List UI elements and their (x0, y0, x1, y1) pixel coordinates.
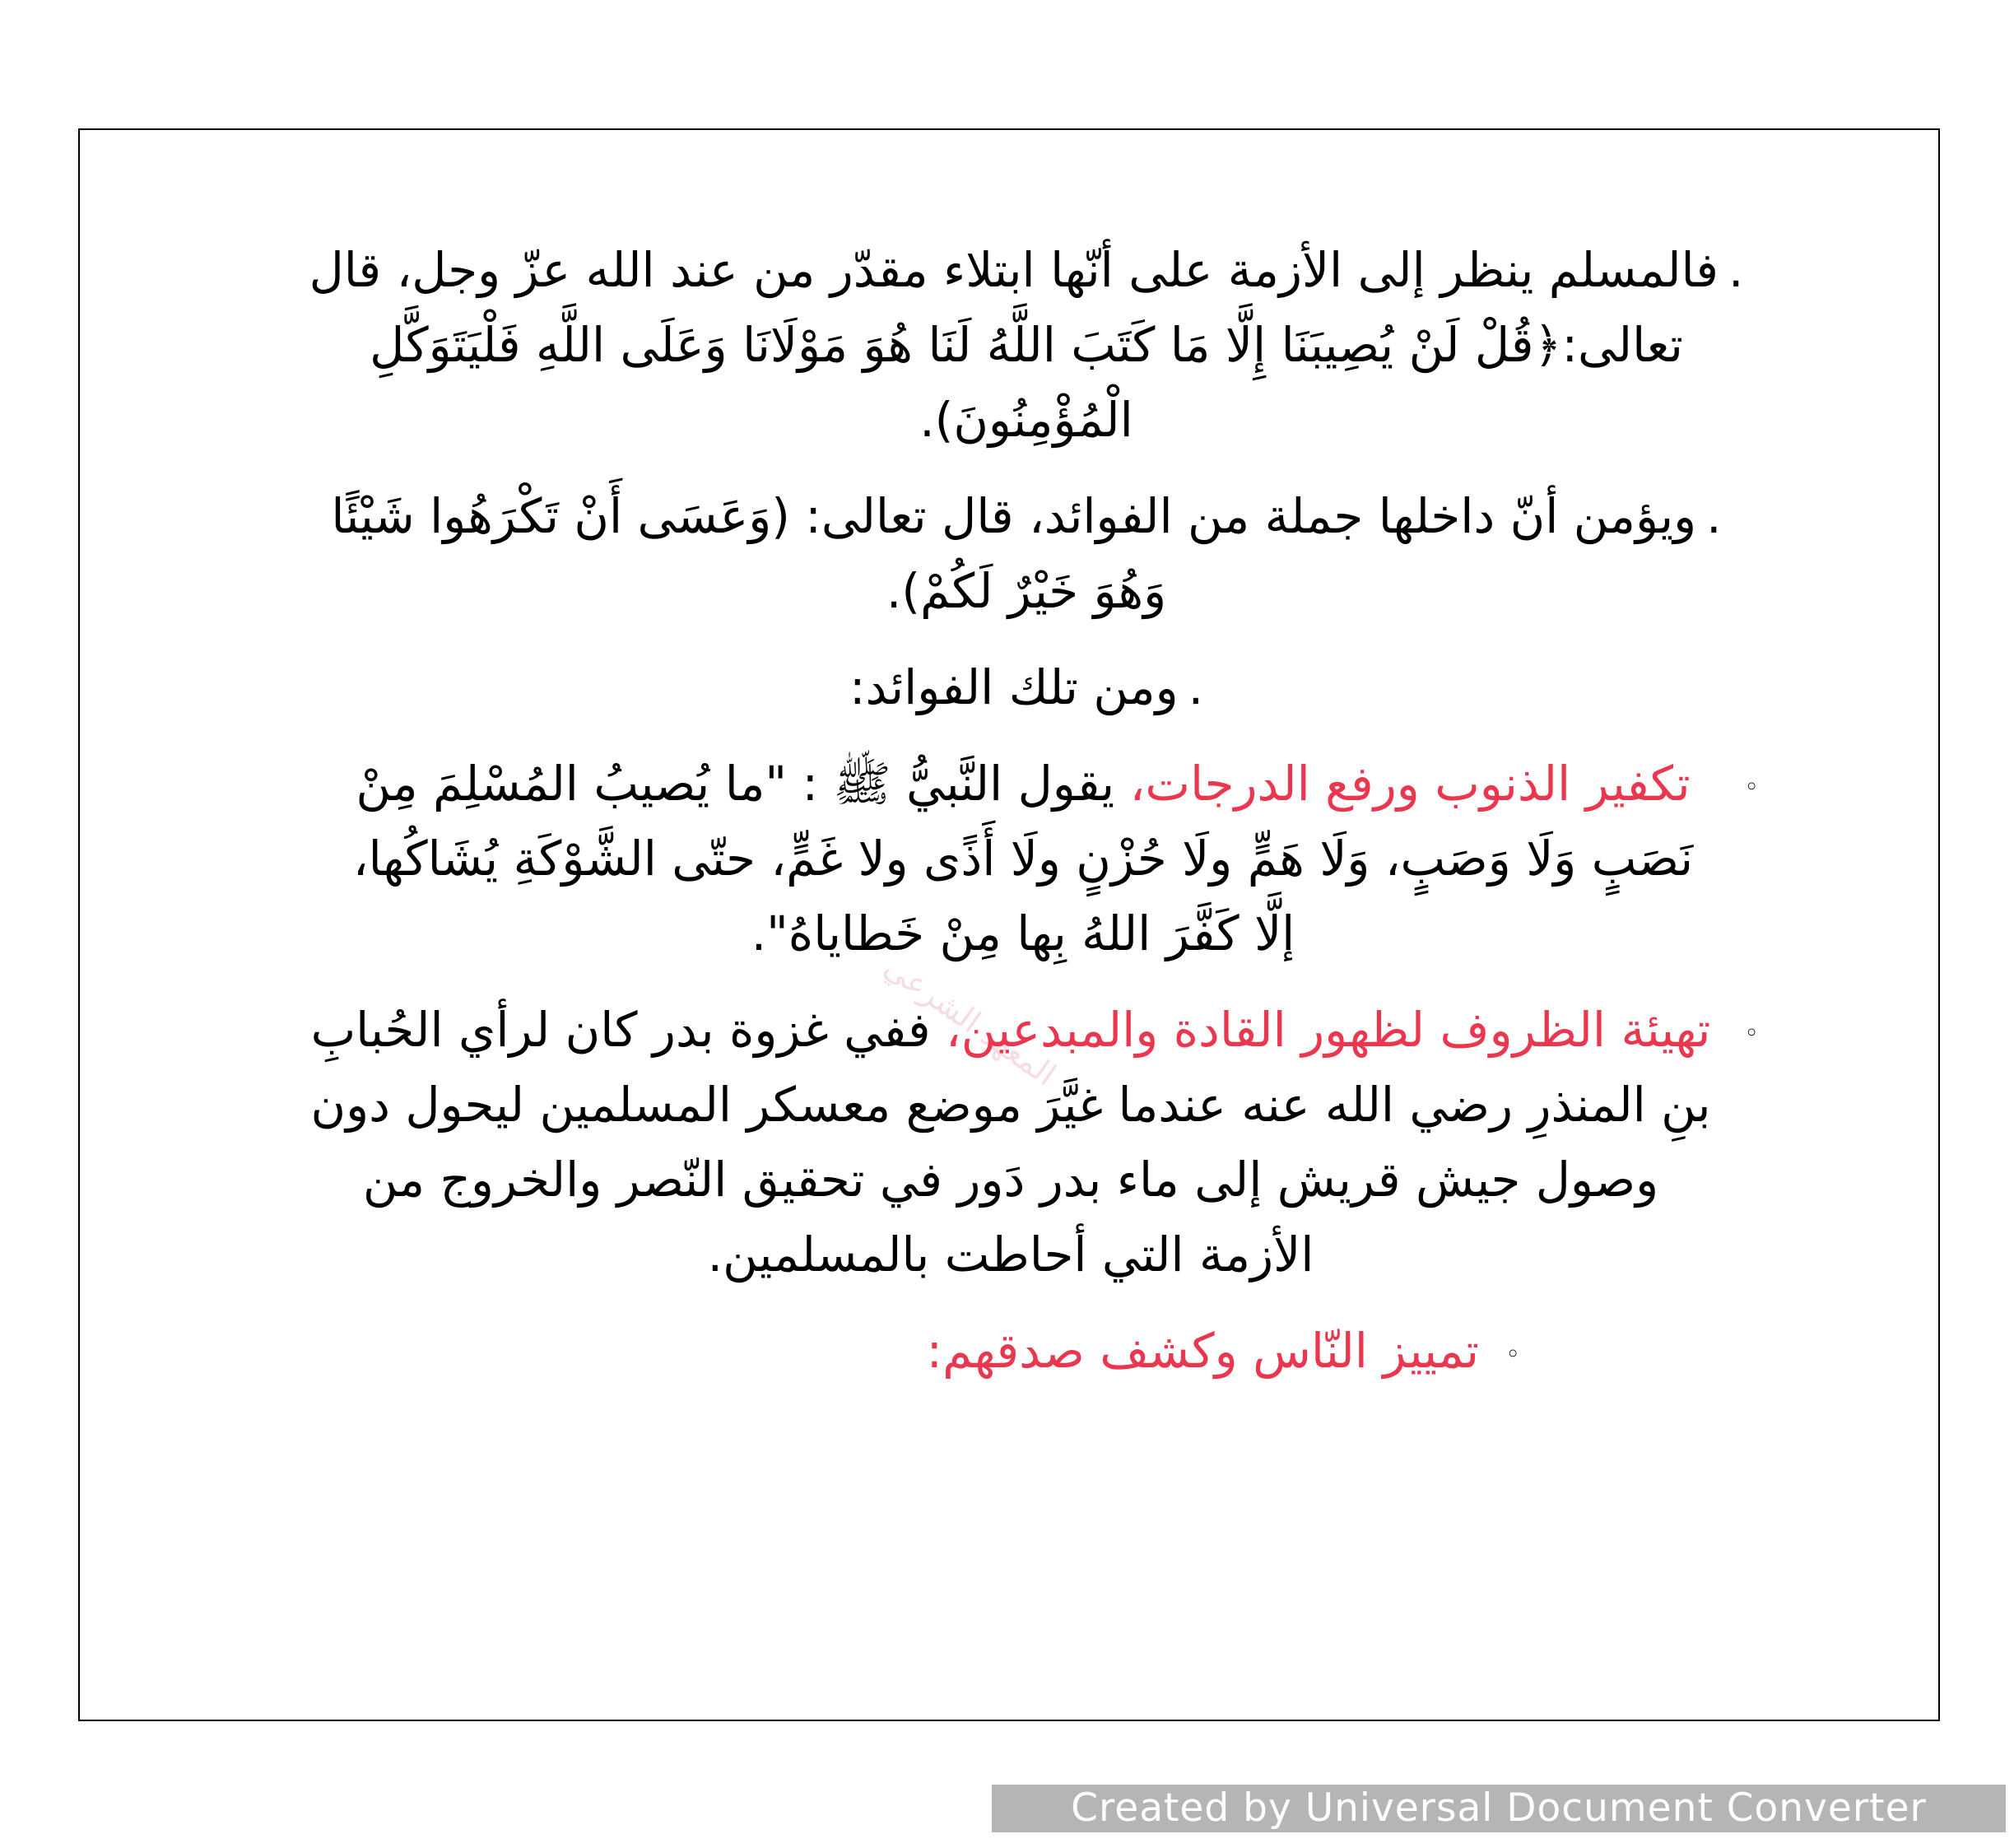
bullet-item-1-body: يقول النَّبيُّ ﷺ : "ما يُصيبُ المُسْلِمَ مِنْ نَصَبٍ وَلَا وَصَبٍ، وَلَا هَمٍّ ولَا حُزْنٍ ولَا أَذًى ولا غَمٍّ، حتّى الشَّوْكَةِ يُشَاكُها، إلَّا كَفَّرَ اللهُ بِها مِنْ خَطاياهُ". (352, 756, 1694, 961)
bullet-item-3-title: تمييز النّاس وكشف صدقهم: (926, 1323, 1479, 1379)
bullet-item-3-text (294, 1314, 1479, 1389)
paragraph-2-text: ويؤمن أنّ داخلها جملة من الفوائد، قال تعالى: (وَعَسَى أَنْ تَكْرَهُوا شَيْئًا وَهُوَ خَيْرٌ لَكُمْ). (331, 488, 1697, 619)
dot-marker: . (1706, 488, 1722, 544)
dot-marker: . (1188, 659, 1204, 715)
bullet-item-2-text (302, 993, 1719, 1292)
bullet-item-2-body: ففي غزوة بدر كان لرأي الحُبابِ بنِ المنذرِ رضي الله عنه عندما غيَّرَ موضع معسكر المسلمين ليحول دون وصول جيش قريش إلى ماء بدر دَور في تحقيق النّصر والخروج من الأزمة التي أحاطت بالمسلمين. (310, 1002, 1711, 1282)
bullet-item-1 (294, 747, 1759, 971)
bullet-item-3 (294, 1314, 1520, 1389)
slide-frame (78, 128, 1940, 1721)
paragraph-3-text: ومن تلك الفوائد: (849, 659, 1179, 715)
watermark-stamp: المعهد الشرعي (877, 948, 1063, 1093)
paragraph-1 (294, 233, 1759, 458)
paragraph-2 (294, 479, 1759, 629)
bullet-item-2 (294, 993, 1759, 1292)
circle-bullet-icon: ◦ (1744, 1019, 1759, 1048)
circle-bullet-icon: ◦ (1744, 773, 1759, 802)
paragraph-1-text: فالمسلم ينظر إلى الأزمة على أنّها ابتلاء مقدّر من عند الله عزّ وجل، قال تعالى:﴿قُلْ لَنْ يُصِيبَنَا إِلَّا مَا كَتَبَ اللَّهُ لَنَا هُوَ مَوْلَانَا وَعَلَى اللَّهِ فَلْيَتَوَكَّلِ الْمُؤْمِنُونَ). (309, 242, 1719, 448)
bullet-item-2-title: تهيئة الظروف لظهور القادة والمبدعين، (945, 1002, 1711, 1058)
converter-banner: Created by Universal Document Converter (992, 1785, 2006, 1832)
slide-content (294, 233, 1759, 1410)
paragraph-3 (294, 650, 1759, 725)
bullet-item-1-title: تكفير الذنوب ورفع الدرجات، (1129, 756, 1691, 812)
bullet-item-1-text (327, 747, 1719, 971)
dot-marker: . (1728, 242, 1744, 298)
circle-bullet-icon: ◦ (1505, 1340, 1520, 1369)
